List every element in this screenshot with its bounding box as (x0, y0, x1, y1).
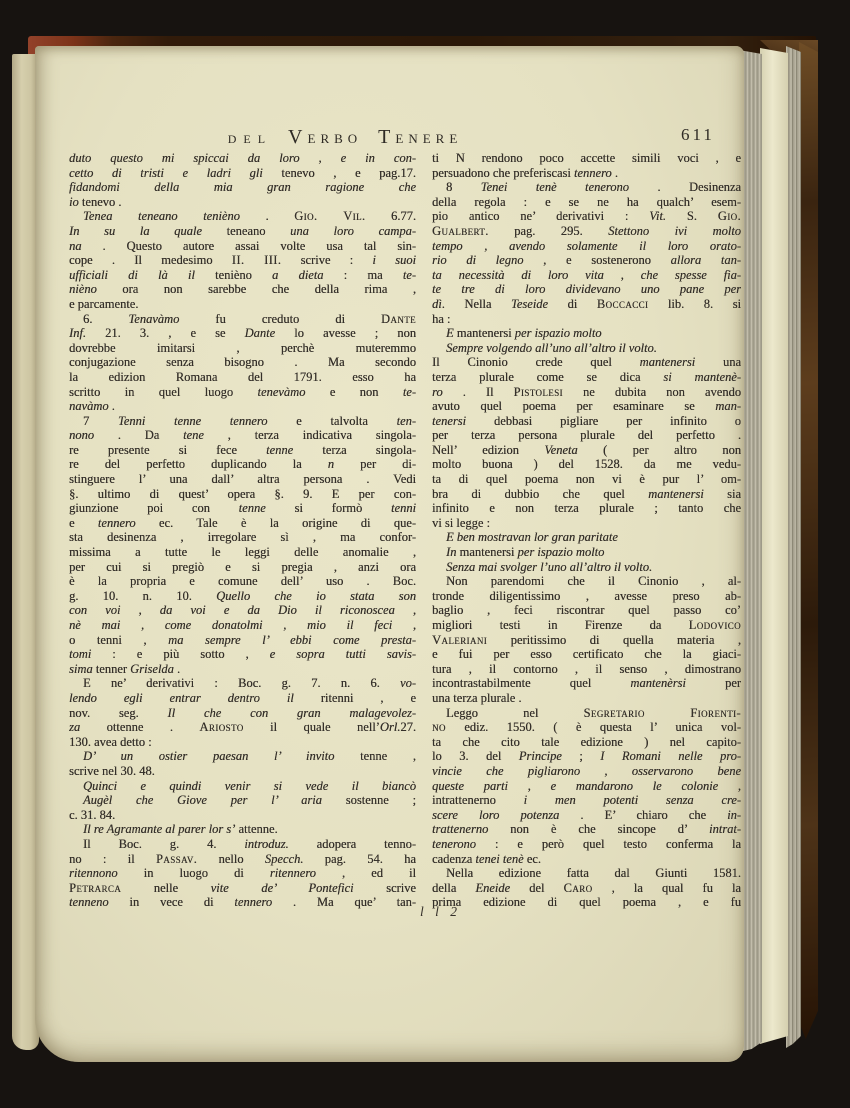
text-line: o tenni , ma sempre l’ ebbi come presta- (69, 632, 416, 647)
text-line: intrattenerno i men potenti senza cre- (432, 793, 741, 808)
text-line: In su la quale teneano una loro campa- (69, 223, 416, 238)
text-line: Senza mai svolger l’uno all’altro il volto. (446, 559, 653, 574)
text-line: una terza plurale . (432, 690, 522, 705)
text-line: E ben mostravan lor gran paritate (446, 530, 618, 545)
text-line: tomi : e più sotto , e sopra tutti savis- (69, 647, 416, 662)
text-line: Augèl che Giove per l’ aria sostenne ; (83, 793, 416, 808)
text-line: cadenza tenei tenè ec. (432, 851, 541, 866)
text-line: re del perfetto duplicando la n per di- (69, 457, 416, 472)
text-line: incontrastabilmente quel mantenèrsi per (432, 676, 741, 691)
text-line: conjugazione senza bisogno . Ma secondo (69, 355, 416, 370)
text-line: molto buona ) del 1528. da me vedu- (432, 457, 741, 472)
text-line: nov. seg. Il che con gran malagevolez- (69, 705, 416, 720)
header-initial: T (378, 126, 396, 148)
fore-edge-paper-block (760, 48, 788, 1048)
text-line: bra di dubbio che quel mantenersi sia (432, 486, 741, 501)
text-line: 7 Tenni tenne tennero e talvolta ten- (83, 413, 416, 428)
running-header: DEL VERBO TENERE (227, 126, 463, 148)
text-line: ufficiali di là il tenièno a dieta : ma te- (69, 267, 416, 282)
text-line: prima edizione di quel poema , e fu (432, 895, 741, 910)
text-line: sta desinenza , irregolare sì , ma confor- (69, 530, 416, 545)
text-line: è la propria e comune dell’ uso . Boc. (69, 574, 416, 589)
text-line: navàmo . (69, 399, 115, 414)
text-line: ta di quel poema non vi è pur l’ om- (432, 472, 741, 487)
text-line: Il re Agramante al parer lor s’ attenne. (83, 822, 278, 837)
text-line: Non parendomi che il Cinonio , al- (446, 574, 741, 589)
text-line: migliori testi in Firenze da Lodovico (432, 618, 741, 632)
text-line: della Eneide del Caro , la qual fu la (432, 880, 741, 895)
text-line: con voi , da voi e da Dio il riconoscea , (69, 603, 416, 618)
text-line: 130. avea detto : (69, 734, 152, 749)
text-line: Nell’ edizion Veneta ( per altro non (432, 442, 741, 457)
text-line: Valeriani peritissimo di quella materia , (432, 632, 741, 647)
text-line: ta che cito tale edizione ) nel capito- (432, 734, 741, 749)
text-line: no : il Passav. nello Specch. pag. 54. ha (69, 851, 416, 866)
text-line: nono . Da tene , terza indicativa singola- (69, 428, 416, 443)
text-line: tenneno in vece di tennero . Ma que’ tan- (69, 895, 416, 910)
text-line: pio antico ne’ derivativi : Vit. S. Gio. (432, 209, 741, 224)
text-line: Il Cinonio crede quel mantenersi una (432, 355, 741, 370)
text-line: D’ un ostier paesan l’ invito tenne , (83, 749, 416, 764)
text-line: tenerono : e però quel testo conferma la (432, 836, 741, 851)
book-page (35, 46, 744, 1062)
text-line: Petrarca nelle vite de’ Pontefici scrive (69, 880, 416, 895)
text-line: In mantenersi per ispazio molto (446, 545, 605, 560)
text-line: avuto quel poema per esaminare se man- (432, 399, 741, 414)
text-line: cetto di tristi e ladri gli tenevo , e pag.17. (69, 165, 416, 180)
text-line: tura , il contorno , il senso , dimostrano (432, 661, 741, 676)
text-line: lo 3. del Principe ; I Romani nelle pro- (432, 749, 741, 764)
text-line: c. 31. 84. (69, 807, 116, 822)
text-line: g. 10. n. 10. Quello che io stata son (69, 588, 416, 603)
text-line: dì. Nella Teseide di Boccacci lib. 8. si (432, 296, 741, 311)
text-line: duto questo mi spiccai da loro , e in con- (69, 151, 416, 165)
page-number: 611 (681, 125, 715, 144)
text-line: baglio , feci riscontrar quel passo co’ (432, 603, 741, 618)
text-line: Quinci e quindi venir si vede il biancò (83, 778, 416, 793)
book-cover-edge (799, 42, 818, 1046)
text-column-left (69, 151, 416, 910)
text-line: Inf. 21. 3. , e se Dante lo avesse ; non (69, 326, 416, 341)
text-line: e tennero ec. Tale è la origine di que- (69, 515, 416, 530)
text-line: ta necessità di loro vita , che spesse fia- (432, 267, 741, 282)
text-line: dovrebbe imitarsi , perchè muteremmo (69, 340, 416, 355)
text-line: la edizion Romana del 1791. esso ha (69, 369, 416, 384)
text-line: scritto in quel luogo tenevàmo e non te- (69, 384, 416, 399)
text-line: no ediz. 1550. ( è questa l’ unica vol- (432, 720, 741, 735)
text-line: 8 Tenei tenè tenerono . Desinenza (446, 180, 741, 195)
text-line: vincie che pigliarono , osservarono bene (432, 763, 741, 778)
text-line: nè mai , come donatolmi , mio il feci , (69, 618, 416, 632)
text-line: cope . Il medesimo II. III. scrive : i suoi (69, 253, 416, 268)
text-line: io tenevo . (69, 194, 122, 209)
text-line: stinguere l’ una dall’ altra persona . Vedi (69, 472, 416, 487)
text-line: terza plurale come se dica si mantenè- (432, 369, 741, 384)
text-line: nièno ora non sarebbe che della rima , (69, 282, 416, 297)
text-line: 6. Tenavàmo fu creduto di Dante (83, 311, 416, 326)
text-column-right (432, 151, 741, 910)
text-line: Il Boc. g. 4. introduz. adopera tenno- (83, 836, 416, 851)
text-line: per terza persona plurale del perfetto . (432, 428, 741, 443)
text-line: sima tenner Griselda . (69, 661, 181, 676)
text-line: giunzione poi con tenne si formò tenni (69, 501, 416, 516)
text-line: tronde diligentissimo , avesse preso ab- (432, 588, 741, 603)
text-line: lendo egli entrar dentro il ritenni , e (69, 690, 416, 705)
text-line: ha : (432, 311, 451, 326)
text-line: za ottenne . Ariosto il quale nell’Orl.27. (69, 720, 416, 735)
text-line: E mantenersi per ispazio molto (446, 326, 602, 341)
text-line: Tenea teneano tenièno . Gio. Vil. 6.77. (83, 209, 416, 224)
text-line: vi si legge : (432, 515, 490, 530)
text-line: e parcamente. (69, 296, 139, 311)
text-line: §. ultimo di quest’ opera §. 9. E per con- (69, 486, 416, 501)
text-line: re presente si fece tenne terza singola- (69, 442, 416, 457)
text-line: tempo , avendo solamente il loro orato- (432, 238, 741, 253)
text-line: infinito e non terza plurale ; tanto che (432, 501, 741, 516)
header-initial: V (288, 126, 308, 148)
text-line: na . Questo autore assai volte usa tal sin- (69, 238, 416, 253)
text-line: Nella edizione fatta dal Giunti 1581. (446, 866, 741, 881)
text-line: trattenerno non è che sincope d’ intrat- (432, 822, 741, 837)
header-prefix: DEL (227, 132, 273, 146)
text-line: missima a tutte le leggi delle anomalie , (69, 545, 416, 560)
text-line: persuadono che preferiscasi tennero . (432, 165, 618, 180)
text-line: Sempre volgendo all’uno all’altro il volto. (446, 340, 657, 355)
text-line: rio di legno , e sostenerono allora tan- (432, 253, 741, 268)
text-line: ro . Il Pistolesi ne dubita non avendo (432, 384, 741, 399)
text-line: e fui per esso certificato che la giaci- (432, 647, 741, 662)
text-line: Leggo nel Segretario Fiorenti- (446, 705, 741, 720)
text-line: te tre di loro dividevano uno pane per (432, 282, 741, 297)
text-line: Gualbert. pag. 295. Stettono ivi molto (432, 223, 741, 238)
signature-mark: l l 2 (420, 904, 462, 919)
text-line: fidandomi della mia gran ragione che (69, 180, 416, 195)
fore-edge-outer-pages (786, 46, 801, 1048)
text-line: scrive nel 30. 48. (69, 763, 155, 778)
text-line: queste parti , e mandarono le colonie , (432, 778, 741, 793)
text-line: ti N rendono poco accette simili voci , e (432, 151, 741, 165)
text-line: della regola : e se ne ha qualch’ esem- (432, 194, 741, 209)
text-line: tenersi debbasi pigliare per infinito o (432, 413, 741, 428)
text-line: E ne’ derivativi : Boc. g. 7. n. 6. vo- (83, 676, 416, 691)
text-line: ritennono in luogo di ritennero , ed il (69, 866, 416, 881)
text-line: per cui si pregiò e si pregia , anzi ora (69, 559, 416, 574)
text-line: scere loro potenza . E’ chiaro che in- (432, 807, 741, 822)
